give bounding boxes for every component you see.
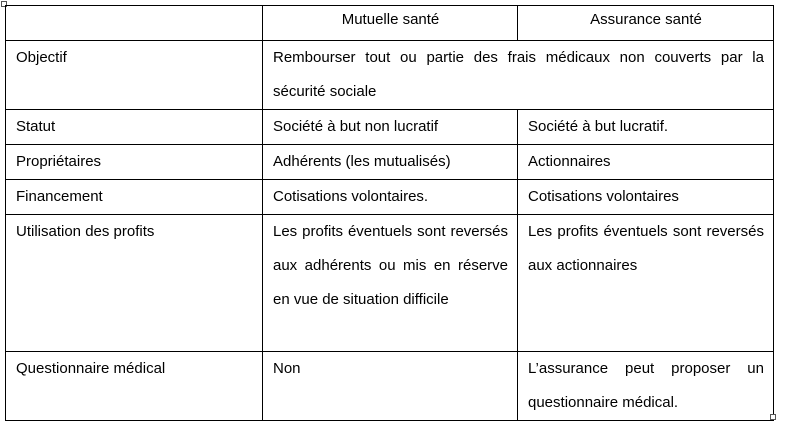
row-label-financement: Financement <box>6 180 263 215</box>
comparison-table <box>5 5 774 421</box>
header-empty-cell <box>6 6 263 41</box>
table-header-row <box>6 6 774 41</box>
selection-handle-bottom-right[interactable] <box>770 414 776 420</box>
utilisation-assurance-cell: Les profits éventuels sont reversés aux actionnaires <box>518 215 774 352</box>
row-label-questionnaire-medical: Questionnaire médical <box>6 352 263 421</box>
questionnaire-mutuelle-cell: Non <box>263 352 518 421</box>
statut-assurance-cell: Société à but lucratif. <box>518 110 774 145</box>
statut-mutuelle-cell: Société à but non lucratif <box>263 110 518 145</box>
row-label-objectif: Objectif <box>6 41 263 110</box>
table-row-statut <box>6 110 774 145</box>
header-assurance-sante: Assurance santé <box>518 6 774 41</box>
questionnaire-assurance-cell: L’assurance peut proposer un questionnaire médical. <box>518 352 774 421</box>
table-row-financement <box>6 180 774 215</box>
header-mutuelle-sante: Mutuelle santé <box>263 6 518 41</box>
proprietaires-mutuelle-cell: Adhérents (les mutualisés) <box>263 145 518 180</box>
table-row-proprietaires <box>6 145 774 180</box>
utilisation-mutuelle-cell: Les profits éventuels sont reversés aux adhérents ou mis en réserve en vue de situation difficile <box>263 215 518 352</box>
row-label-utilisation-profits: Utilisation des profits <box>6 215 263 352</box>
financement-mutuelle-cell: Cotisations volontaires. <box>263 180 518 215</box>
financement-assurance-cell: Cotisations volontaires <box>518 180 774 215</box>
proprietaires-assurance-cell: Actionnaires <box>518 145 774 180</box>
table-row-objectif <box>6 41 774 110</box>
row-label-proprietaires: Propriétaires <box>6 145 263 180</box>
table-row-utilisation-profits <box>6 215 774 352</box>
table-row-questionnaire-medical <box>6 352 774 421</box>
objectif-merged-cell: Rembourser tout ou partie des frais médicaux non couverts par la sécurité sociale <box>263 41 774 110</box>
row-label-statut: Statut <box>6 110 263 145</box>
